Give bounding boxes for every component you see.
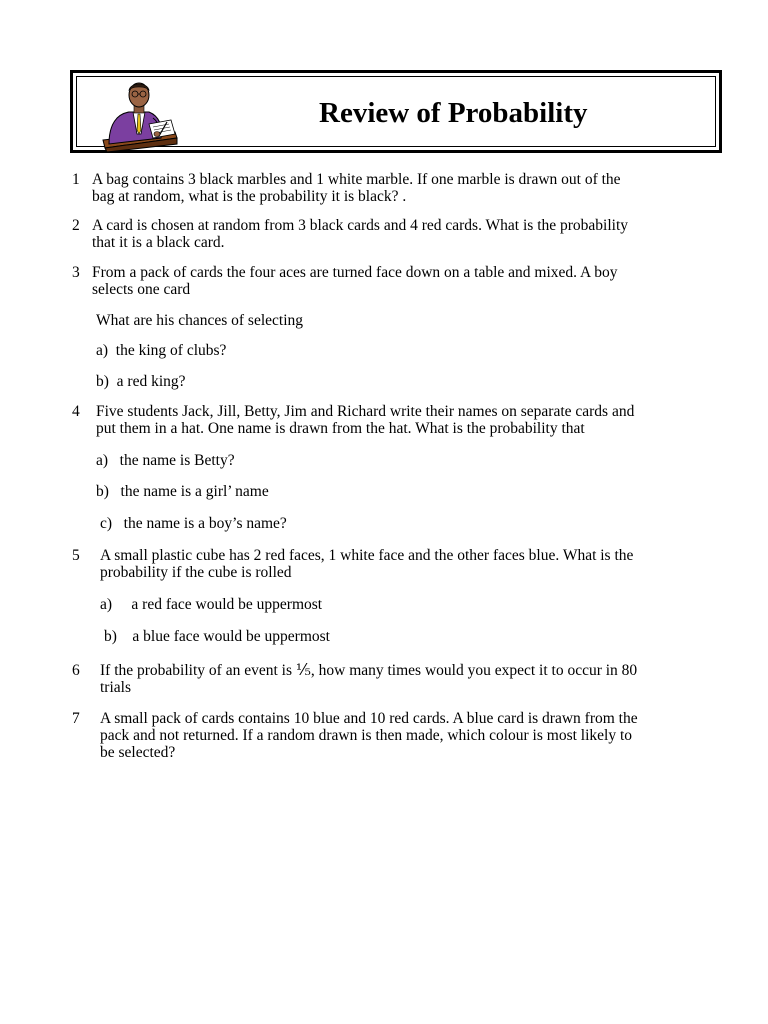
part-label: a) [100,596,113,613]
question-3-part-b [96,373,186,390]
question-text [100,662,637,696]
part-label: b) [96,373,109,390]
question-text [100,547,633,581]
question-line: be selected? [100,744,176,761]
question-line: Five students Jack, Jill, Betty, Jim and Richard write their names on separate cards and [96,403,635,420]
question-line: trials [100,679,131,696]
part-text: the name is Betty? [119,452,235,469]
question-number: 1 [72,171,80,188]
question-line: that it is a black card. [92,234,225,251]
question-text [100,710,638,761]
question-line: If the probability of an event is ⅕, how many times would you expect it to occur in 80 [100,662,638,679]
question-number: 5 [72,547,80,564]
question-line: A small plastic cube has 2 red faces, 1 white face and the other faces blue. What is the [100,547,634,564]
part-label: c) [100,515,113,532]
question-text [92,217,628,251]
question-line: put them in a hat. One name is drawn from the hat. What is the probability that [96,420,585,437]
part-text: the king of clubs? [115,342,227,359]
question-line: bag at random, what is the probability it is black? . [92,188,407,205]
question-3-part-a [96,342,226,359]
part-label: b) [104,628,117,645]
question-line: pack and not returned. If a random drawn is then made, which colour is most likely to [100,727,633,744]
question-line: probability if the cube is rolled [100,564,292,581]
question-text [92,171,621,205]
question-line: selects one card [92,281,191,298]
question-text [92,264,618,298]
question-number: 7 [72,710,80,727]
question-text [96,403,634,437]
teacher-clipart-icon [99,78,179,152]
question-number: 3 [72,264,80,281]
part-label: b) [96,483,109,500]
question-5-part-b [104,628,330,645]
part-label: a) [96,342,109,359]
question-line: A small pack of cards contains 10 blue and 10 red cards. A blue card is drawn from the [100,710,638,727]
question-line: A bag contains 3 black marbles and 1 white marble. If one marble is drawn out of the [92,171,621,188]
part-text: a red face would be uppermost [131,596,323,613]
part-text: a red king? [116,373,186,390]
question-4-part-a [96,452,235,469]
question-number: 4 [72,403,80,420]
question-number: 6 [72,662,80,679]
question-4-part-c [100,515,287,532]
question-5-part-a [100,596,322,613]
part-text: the name is a girl’ name [120,483,269,500]
question-4-part-b [96,483,269,500]
question-line: From a pack of cards the four aces are turned face down on a table and mixed. A boy [92,264,618,281]
question-3-intro: What are his chances of selecting [96,312,304,329]
header-box [70,70,722,153]
part-text: the name is a boy’s name? [123,515,287,532]
question-line: A card is chosen at random from 3 black cards and 4 red cards. What is the probability [92,217,629,234]
page-title: Review of Probability [319,97,588,129]
part-label: a) [96,452,109,469]
question-number: 2 [72,217,80,234]
part-text: a blue face would be uppermost [132,628,330,645]
header-inner-border [76,76,716,147]
